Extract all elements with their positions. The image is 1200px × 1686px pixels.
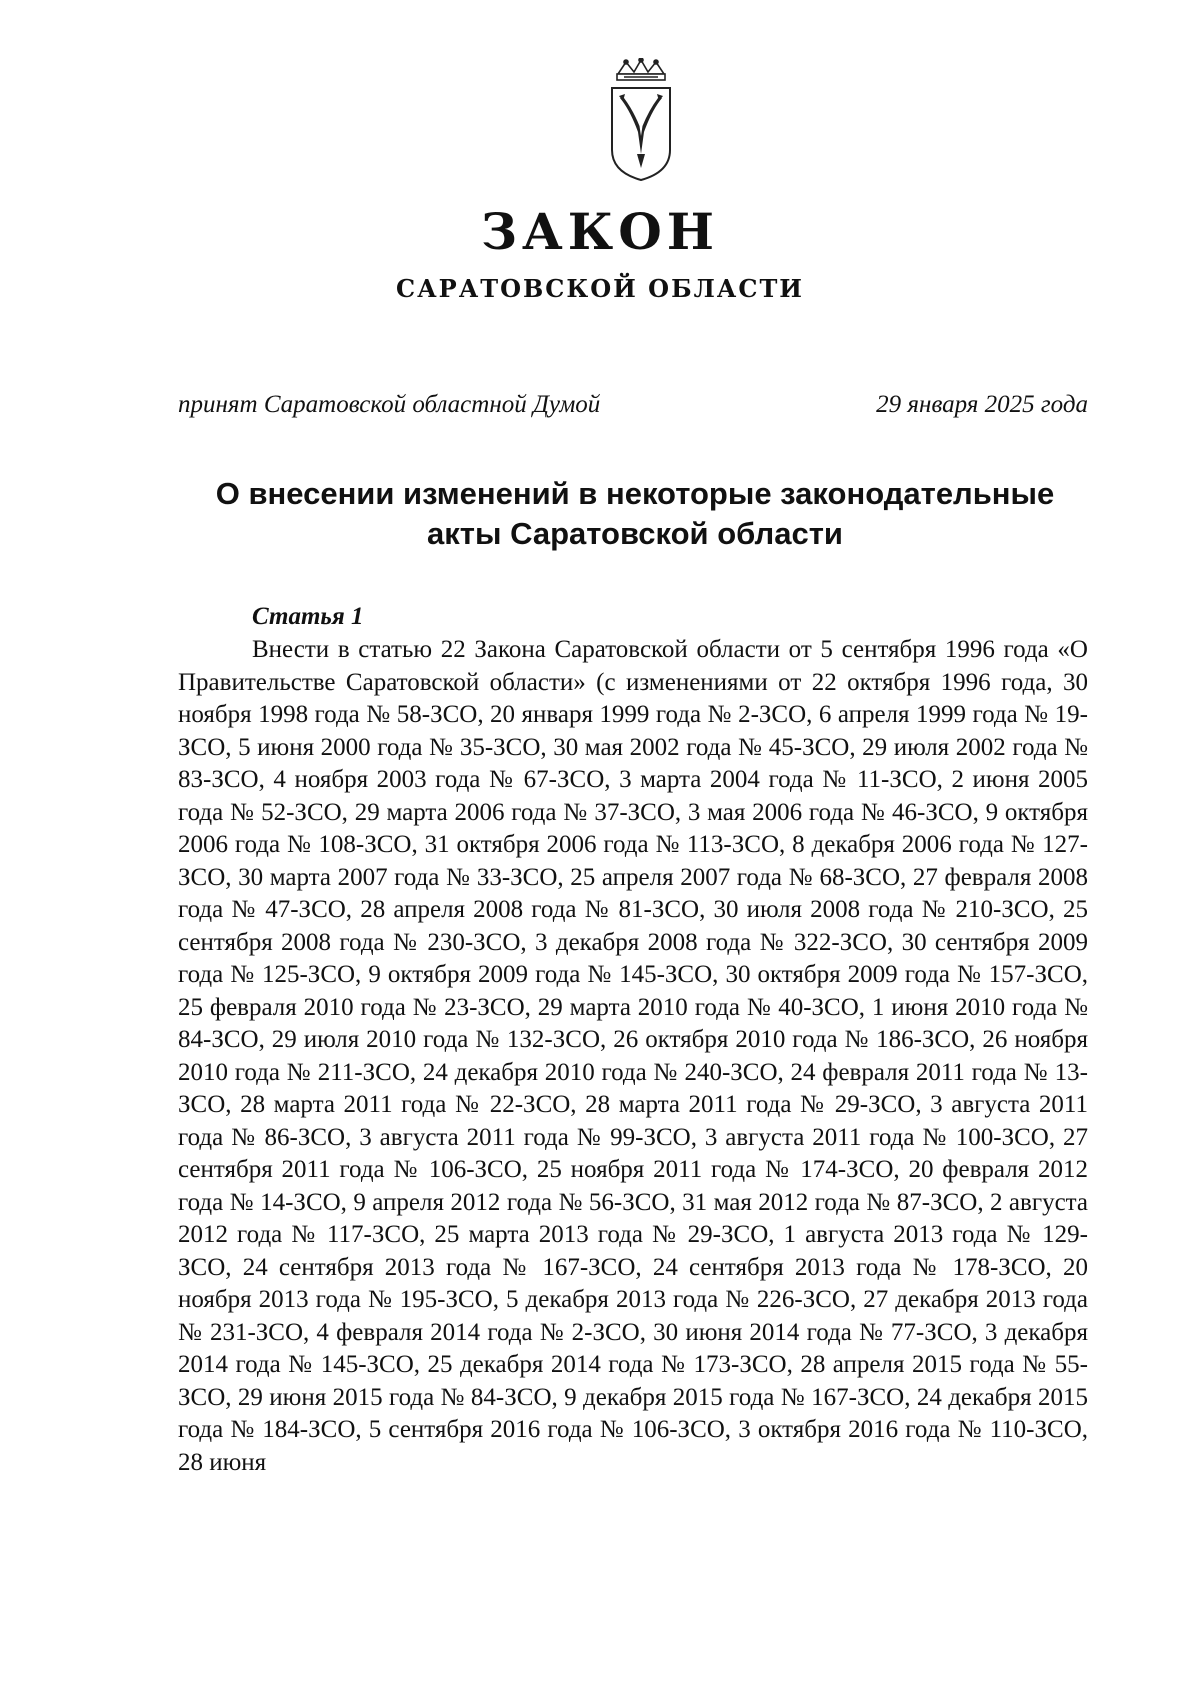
law-heading	[140, 474, 1130, 554]
adoption-date: 29 января 2025 года	[876, 391, 1088, 418]
article-heading: Статья 1	[252, 603, 364, 630]
coat-of-arms-icon	[604, 58, 678, 182]
crown-icon	[617, 58, 665, 80]
law-heading-line-2: акты Саратовской области	[427, 516, 843, 551]
article-body: Внести в статью 22 Закона Саратовской области от 5 сентября 1996 года «О Правительстве Саратовской области» (с изменениями от 22 октября 1996 года, 30 ноября 1998 года № 58-ЗСО, 20 января 1999 года № 2-ЗСО, 6 апреля 1999 года № 19-ЗСО, 5 июня 2000 года № 35-ЗСО, 30 мая 2002 года № 45-ЗСО, 29 июля 2002 года № 83-ЗСО, 4 ноября 2003 года № 67-ЗСО, 3 марта 2004 года № 11-ЗСО, 2 июня 2005 года № 52-ЗСО, 29 марта 2006 года № 37-ЗСО, 3 мая 2006 года № 46-ЗСО, 9 октября 2006 года № 108-ЗСО, 31 октября 2006 года № 113-ЗСО, 8 декабря 2006 года № 127-ЗСО, 30 марта 2007 года № 33-ЗСО, 25 апреля 2007 года № 68-ЗСО, 27 февраля 2008 года № 47-ЗСО, 28 апреля 2008 года № 81-ЗСО, 30 июля 2008 года № 210-ЗСО, 25 сентября 2008 года № 230-ЗСО, 3 декабря 2008 года № 322-ЗСО, 30 сентября 2009 года № 125-ЗСО, 9 октября 2009 года № 145-ЗСО, 30 октября 2009 года № 157-ЗСО, 25 февраля 2010 года № 23-ЗСО, 29 марта 2010 года № 40-ЗСО, 1 июня 2010 года № 84-ЗСО, 29 июля 2010 года № 132-ЗСО, 26 октября 2010 года № 186-ЗСО, 26 ноября 2010 года № 211-ЗСО, 24 декабря 2010 года № 240-ЗСО, 24 февраля 2011 года № 13-ЗСО, 28 марта 2011 года № 22-ЗСО, 28 марта 2011 года № 29-ЗСО, 3 августа 2011 года № 86-ЗСО, 3 августа 2011 года № 99-ЗСО, 3 августа 2011 года № 100-ЗСО, 27 сентября 2011 года № 106-ЗСО, 25 ноября 2011 года № 174-ЗСО, 20 февраля 2012 года № 14-ЗСО, 9 апреля 2012 года № 56-ЗСО, 31 мая 2012 года № 87-ЗСО, 2 августа 2012 года № 117-ЗСО, 25 марта 2013 года № 29-ЗСО, 1 августа 2013 года № 129-ЗСО, 24 сентября 2013 года № 167-ЗСО, 24 сентября 2013 года № 178-ЗСО, 20 ноября 2013 года № 195-ЗСО, 5 декабря 2013 года № 226-ЗСО, 27 декабря 2013 года № 231-ЗСО, 4 февраля 2014 года № 2-ЗСО, 30 июня 2014 года № 77-ЗСО, 3 декабря 2014 года № 145-ЗСО, 25 декабря 2014 года № 173-ЗСО, 28 апреля 2015 года № 55-ЗСО, 29 июня 2015 года № 84-ЗСО, 9 декабря 2015 года № 167-ЗСО, 24 декабря 2015 года № 184-ЗСО, 5 сентября 2016 года № 106-ЗСО, 3 октября 2016 года № 110-ЗСО, 28 июня	[178, 636, 1088, 1476]
region-name: САРАТОВСКОЙ ОБЛАСТИ	[396, 274, 804, 303]
law-title: ЗАКОН	[480, 202, 720, 261]
law-heading-line-1: О внесении изменений в некоторые законодательные	[215, 476, 1055, 511]
adopted-by: принят Саратовской областной Думой	[178, 391, 601, 418]
